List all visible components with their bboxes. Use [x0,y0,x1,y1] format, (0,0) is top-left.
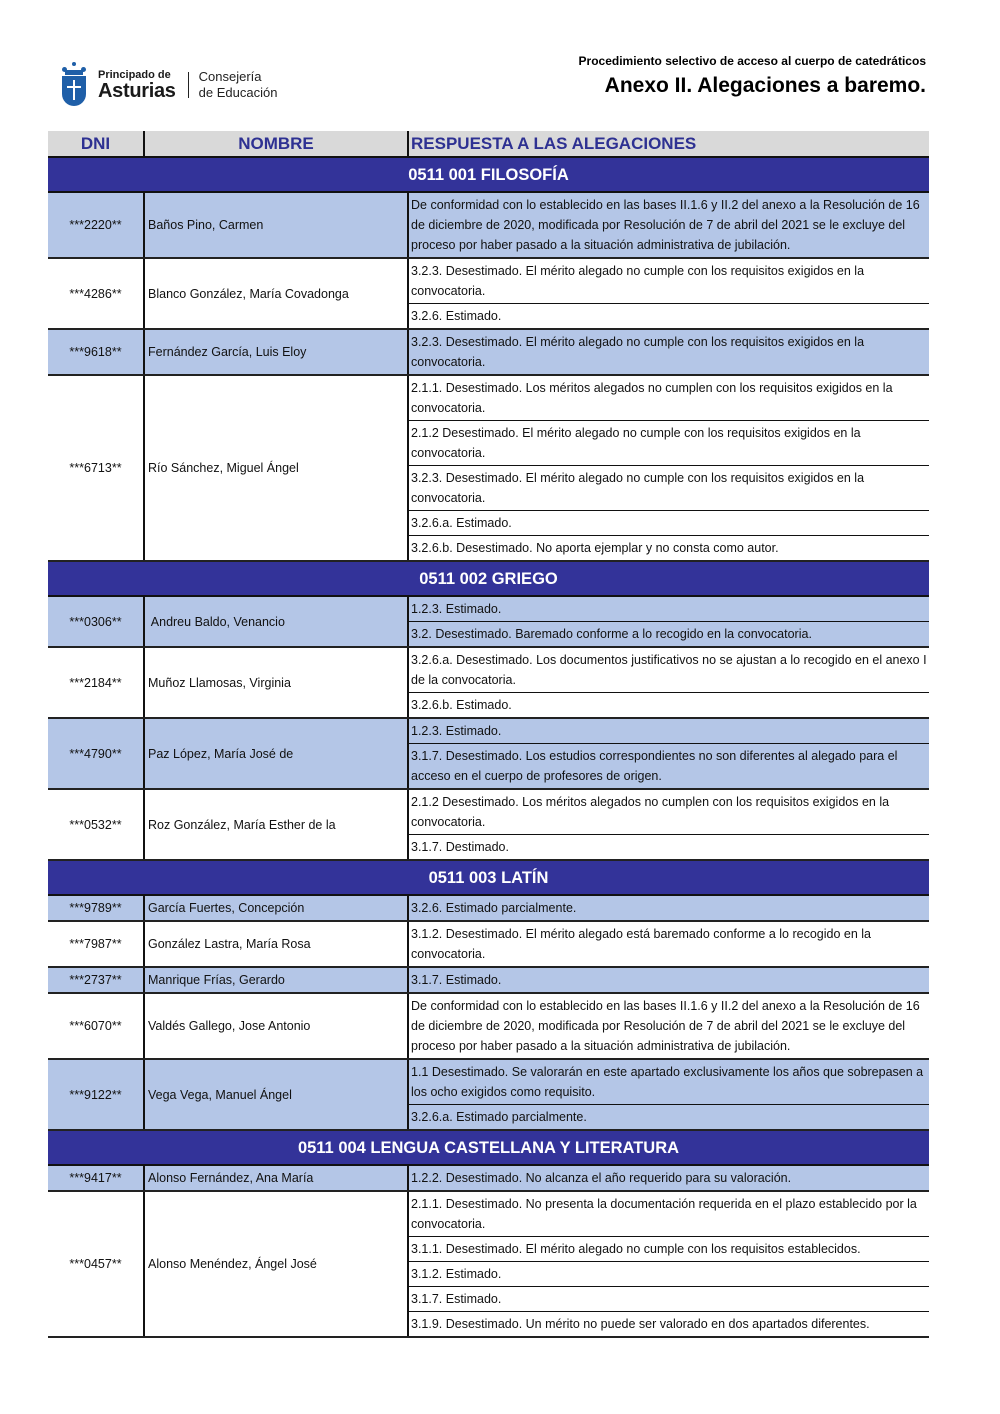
table-row [48,967,929,993]
dni-cell: ***9417** [48,1165,144,1191]
table-row [48,258,929,304]
dni-cell: ***2184** [48,647,144,718]
column-header-dni: DNI [48,131,144,157]
name-cell: González Lastra, María Rosa [144,921,408,967]
dni-cell: ***4790** [48,718,144,789]
table-row [48,1059,929,1105]
section-header-row [48,561,929,596]
document-subtitle: Procedimiento selectivo de acceso al cuerpo de catedráticos [578,54,926,68]
table-row [48,192,929,258]
section-title: 0511 001 FILOSOFÍA [48,157,929,192]
name-cell: Baños Pino, Carmen [144,192,408,258]
response-cell: 2.1.1. Desestimado. No presenta la documentación requerida en el plazo establecido por la convocatoria. [408,1191,929,1237]
response-cell: 3.2.6.b. Estimado. [408,693,929,719]
logo-line2: Asturias [98,79,176,102]
name-cell: Andreu Baldo, Venancio [144,596,408,647]
response-cell: 3.1.2. Estimado. [408,1262,929,1287]
response-cell: 3.2.6.a. Estimado parcialmente. [408,1105,929,1131]
dni-cell: ***0532** [48,789,144,860]
name-cell: Fernández García, Luis Eloy [144,329,408,375]
response-cell: 3.1.7. Estimado. [408,1287,929,1312]
table-row [48,596,929,622]
document-title: Anexo II. Alegaciones a baremo. [604,74,926,97]
dni-cell: ***7987** [48,921,144,967]
allegations-table [48,131,929,1338]
response-cell: 1.1 Desestimado. Se valorarán en este apartado exclusivamente los años que sobrepasen a los ocho exigidos como requisito. [408,1059,929,1105]
dni-cell: ***9122** [48,1059,144,1130]
logo-divider [188,72,189,98]
dept-line1: Consejería [198,68,262,84]
response-cell: 3.2.6. Estimado. [408,304,929,330]
column-header-respuesta: RESPUESTA A LAS ALEGACIONES [408,131,929,157]
response-cell: 3.2.3. Desestimado. El mérito alegado no cumple con los requisitos exigidos en la convocatoria. [408,258,929,304]
response-cell: 3.1.7. Estimado. [408,967,929,993]
table-row [48,329,929,375]
dni-cell: ***4286** [48,258,144,329]
name-cell: Valdés Gallego, Jose Antonio [144,993,408,1059]
section-header-row [48,1130,929,1165]
response-cell: 3.2.6.b. Desestimado. No aporta ejemplar y no consta como autor. [408,536,929,562]
response-cell: De conformidad con lo establecido en las bases II.1.6 y II.2 del anexo a la Resolución de 16 de diciembre de 2020, modificada por Resolución de 7 de abril del 2021 se le excluye del proceso por haber pasado a la situación administrativa de jubilación. [408,993,929,1059]
dni-cell: ***9618** [48,329,144,375]
asturias-logo [60,62,277,108]
response-cell: 2.1.2 Desestimado. Los méritos alegados no cumplen con los requisitos exigidos en la convocatoria. [408,789,929,835]
name-cell: Alonso Fernández, Ana María [144,1165,408,1191]
name-cell: Río Sánchez, Miguel Ángel [144,375,408,561]
dept-line2: de Educación [198,85,278,100]
response-cell: 1.2.3. Estimado. [408,718,929,744]
dni-cell: ***0457** [48,1191,144,1337]
dni-cell: ***2737** [48,967,144,993]
response-cell: 3.2.3. Desestimado. El mérito alegado no cumple con los requisitos exigidos en la convocatoria. [408,329,929,375]
response-cell: 2.1.2 Desestimado. El mérito alegado no cumple con los requisitos exigidos en la convocatoria. [408,421,929,466]
name-cell: Paz López, María José de [144,718,408,789]
name-cell: Alonso Menéndez, Ángel José [144,1191,408,1337]
name-cell: Roz González, María Esther de la [144,789,408,860]
name-cell: Manrique Frías, Gerardo [144,967,408,993]
table-header-row [48,131,929,157]
response-cell: 3.1.2. Desestimado. El mérito alegado está baremado conforme a lo recogido en la convocatoria. [408,921,929,967]
section-header-row [48,157,929,192]
table-row [48,789,929,835]
section-header-row [48,860,929,895]
response-cell: 1.2.3. Estimado. [408,596,929,622]
asturias-shield-icon [60,62,88,108]
table-row [48,647,929,693]
table-row [48,375,929,421]
response-cell: 3.1.7. Desestimado. Los estudios correspondientes no son diferentes al alegado para el acceso en el cuerpo de profesores de origen. [408,744,929,790]
dni-cell: ***9789** [48,895,144,921]
response-cell: 3.2.3. Desestimado. El mérito alegado no cumple con los requisitos exigidos en la convocatoria. [408,466,929,511]
column-header-nombre: NOMBRE [144,131,408,157]
table-row [48,1165,929,1191]
name-cell: Vega Vega, Manuel Ángel [144,1059,408,1130]
response-cell: 2.1.1. Desestimado. Los méritos alegados no cumplen con los requisitos exigidos en la convocatoria. [408,375,929,421]
section-title: 0511 004 LENGUA CASTELLANA Y LITERATURA [48,1130,929,1165]
name-cell: Muñoz Llamosas, Virginia [144,647,408,718]
dni-cell: ***2220** [48,192,144,258]
section-title: 0511 003 LATÍN [48,860,929,895]
response-cell: 3.1.1. Desestimado. El mérito alegado no cumple con los requisitos establecidos. [408,1237,929,1262]
dni-cell: ***6713** [48,375,144,561]
table-row [48,921,929,967]
section-title: 0511 002 GRIEGO [48,561,929,596]
dni-cell: ***6070** [48,993,144,1059]
table-row [48,1191,929,1237]
response-cell: 3.1.7. Destimado. [408,835,929,861]
response-cell: 3.2.6. Estimado parcialmente. [408,895,929,921]
logo-line1: Principado de [98,68,171,81]
response-cell: 3.2. Desestimado. Baremado conforme a lo recogido en la convocatoria. [408,622,929,648]
table-row [48,993,929,1059]
response-cell: De conformidad con lo establecido en las bases II.1.6 y II.2 del anexo a la Resolución de 16 de diciembre de 2020, modificada por Resolución de 7 de abril del 2021 se le excluye del proceso por haber pasado a la situación administrativa de jubilación. [408,192,929,258]
table-row [48,895,929,921]
response-cell: 3.2.6.a. Desestimado. Los documentos justificativos no se ajustan a lo recogido en el anexo I de la convocatoria. [408,647,929,693]
name-cell: García Fuertes, Concepción [144,895,408,921]
response-cell: 3.1.9. Desestimado. Un mérito no puede ser valorado en dos apartados diferentes. [408,1312,929,1338]
dni-cell: ***0306** [48,596,144,647]
table-row [48,718,929,744]
response-cell: 1.2.2. Desestimado. No alcanza el año requerido para su valoración. [408,1165,929,1191]
name-cell: Blanco González, María Covadonga [144,258,408,329]
response-cell: 3.2.6.a. Estimado. [408,511,929,536]
